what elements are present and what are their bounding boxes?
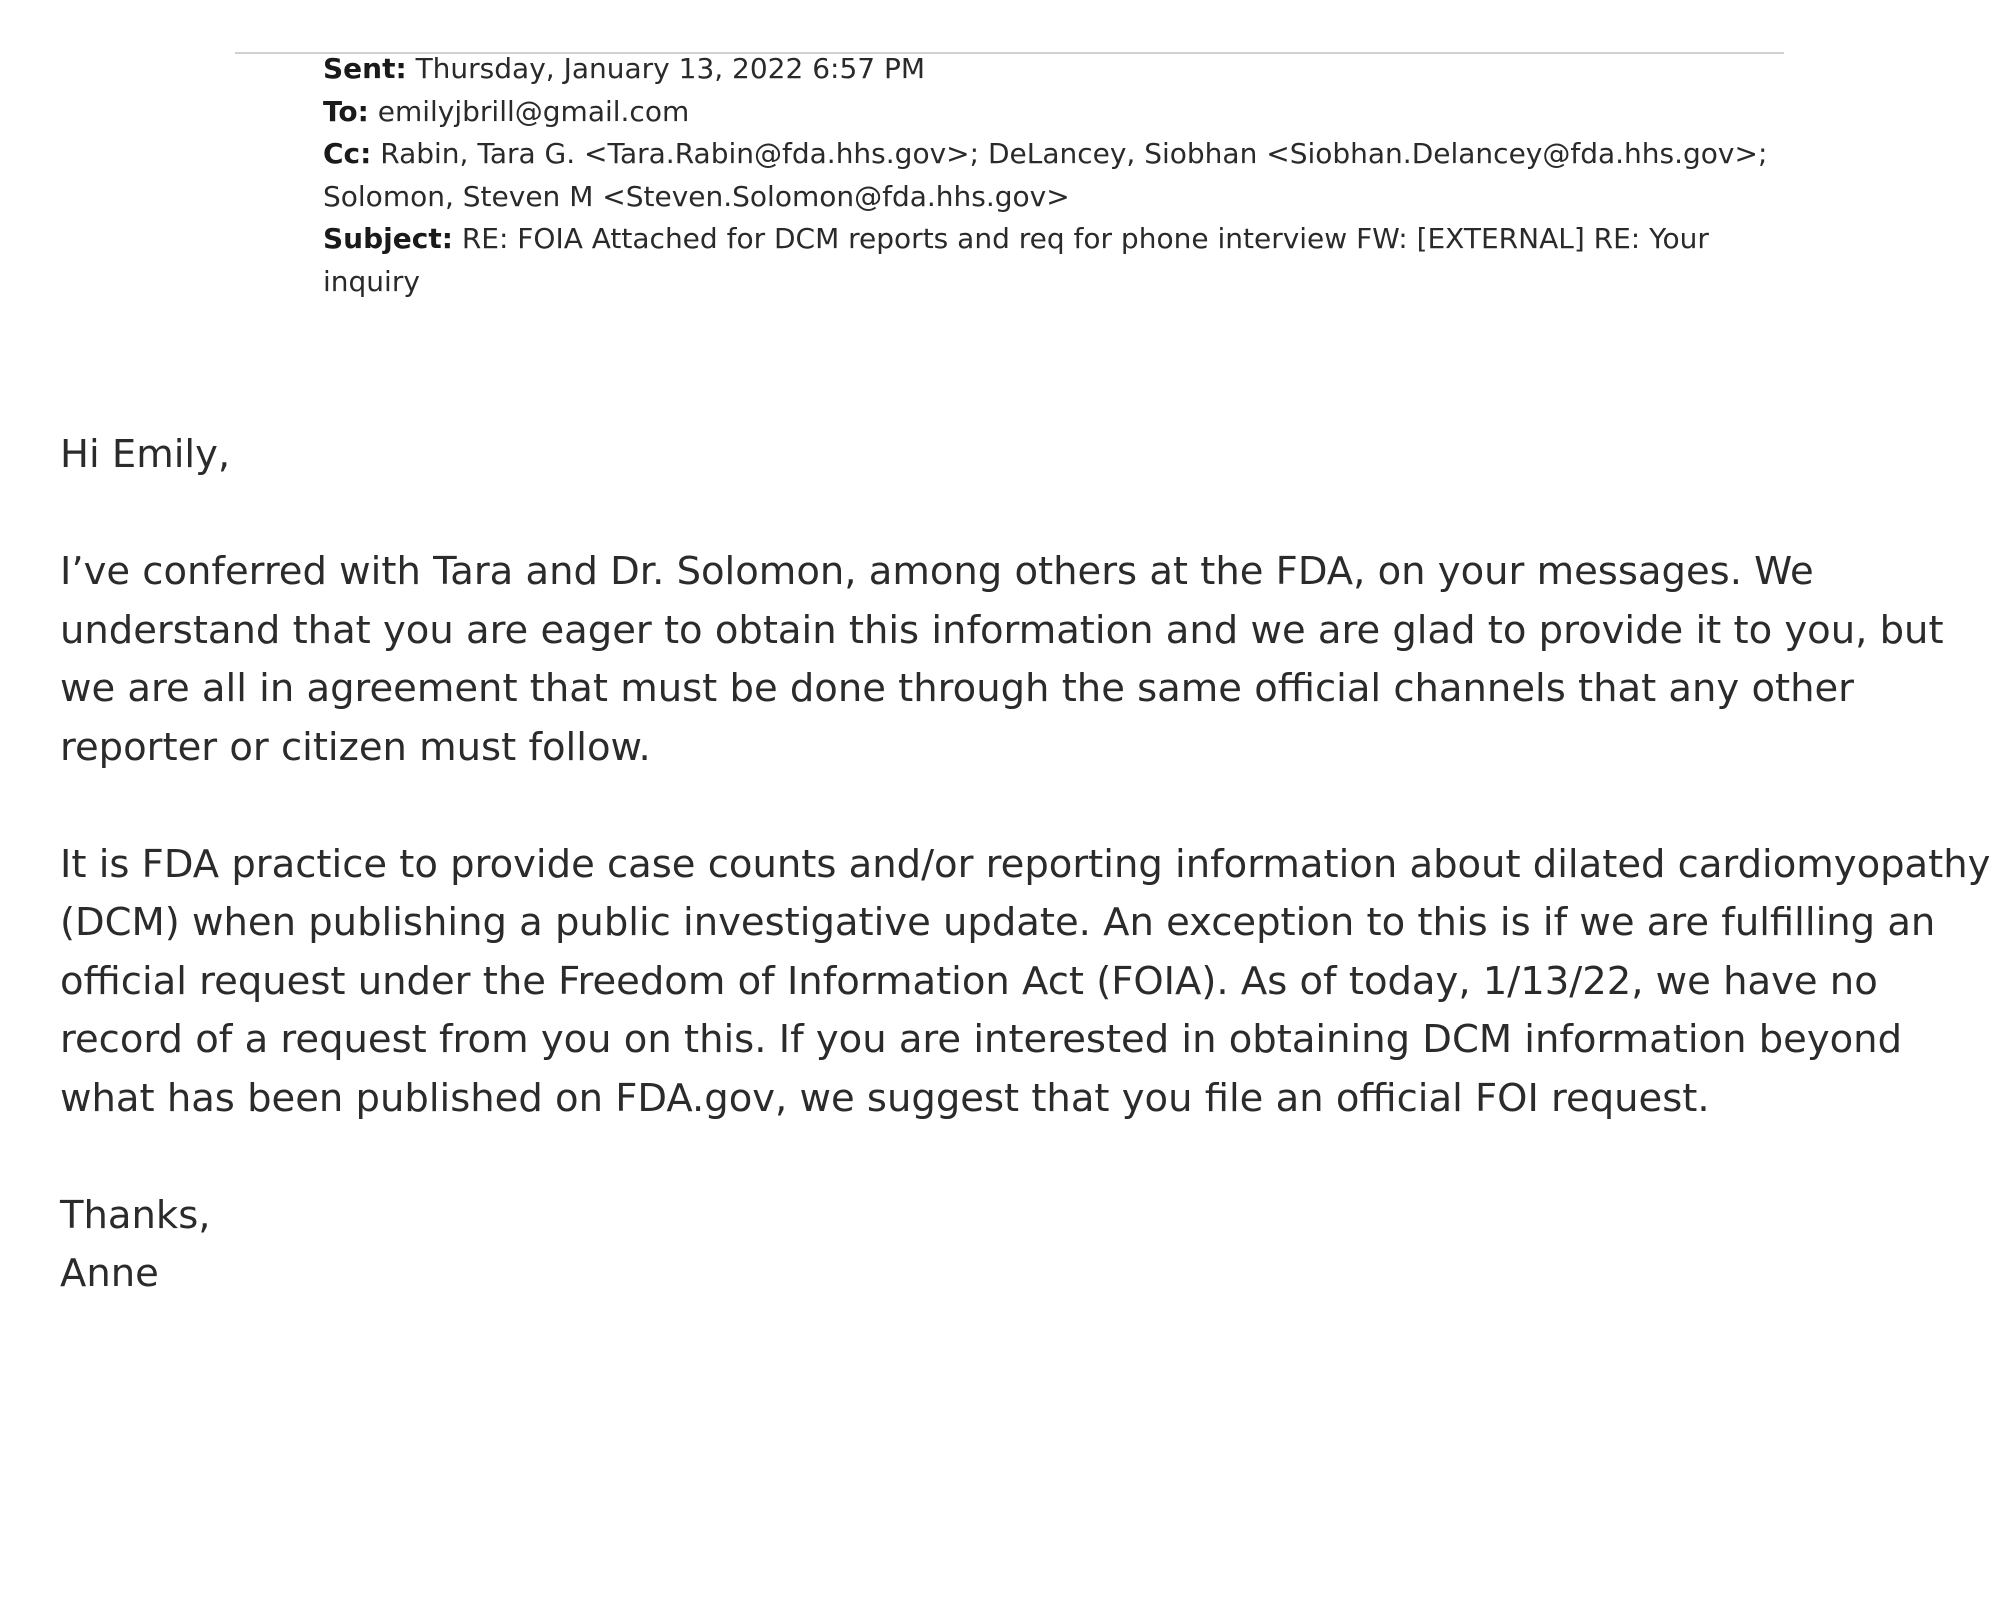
- cc-row: [323, 133, 1768, 176]
- paragraph-1-line: we are all in agreement that must be done through the same official channels that any other: [60, 666, 1855, 711]
- closing: Thanks,: [60, 1192, 211, 1238]
- paragraph-1-line: I’ve conferred with Tara and Dr. Solomon, among others at the FDA, on your messages. We: [60, 549, 1814, 594]
- greeting: [60, 426, 1960, 485]
- paragraph-2-line: It is FDA practice to provide case counts and/or reporting information about dilated cardiomyopathy: [60, 841, 1991, 887]
- to-value: emilyjbrill@gmail.com: [377, 94, 690, 128]
- to-label: To:: [323, 94, 369, 128]
- sign-off: [60, 1187, 1960, 1304]
- subject-label: Subject:: [323, 222, 453, 255]
- paragraph-2-line: official request under the Freedom of Information Act (FOIA). As of today, 1/13/22, we have no: [60, 958, 1878, 1004]
- cc-value-line2: Solomon, Steven M <Steven.Solomon@fda.hhs.gov>: [323, 179, 1070, 213]
- greeting-line: Hi Emily,: [60, 432, 231, 477]
- paragraph-2-line: record of a request from you on this. If you are interested in obtaining DCM information beyond: [60, 1017, 1903, 1062]
- paragraph-1: [60, 543, 1960, 777]
- paragraph-1-line: reporter or citizen must follow.: [60, 724, 651, 770]
- sent-value: Thursday, January 13, 2022 6:57 PM: [415, 52, 926, 85]
- sent-label: Sent:: [323, 52, 407, 85]
- email-header: [323, 48, 1768, 303]
- signature: Anne: [60, 1251, 159, 1296]
- sent-row: [323, 48, 1663, 91]
- paragraph-2: [60, 836, 1991, 1129]
- paragraph-2-line: (DCM) when publishing a public investigative update. An exception to this is if we are fulfilling an: [60, 900, 1936, 945]
- subject-value-line2: inquiry: [323, 264, 420, 298]
- cc-label: Cc:: [323, 137, 372, 170]
- paragraph-1-line: understand that you are eager to obtain this information and we are glad to provide it to you, but: [60, 607, 1944, 653]
- paragraph-2-line: what has been published on FDA.gov, we suggest that you file an official FOI request.: [60, 1075, 1710, 1121]
- subject-row: [323, 218, 1709, 261]
- email-body: [60, 426, 1991, 1362]
- subject-value-line1: RE: FOIA Attached for DCM reports and req for phone interview FW: [EXTERNAL] RE: Your: [461, 222, 1709, 255]
- cc-value-line1: Rabin, Tara G. <Tara.Rabin@fda.hhs.gov>; DeLancey, Siobhan <Siobhan.Delancey@fda.hhs.gov>;: [380, 137, 1768, 170]
- to-row: [323, 91, 1663, 134]
